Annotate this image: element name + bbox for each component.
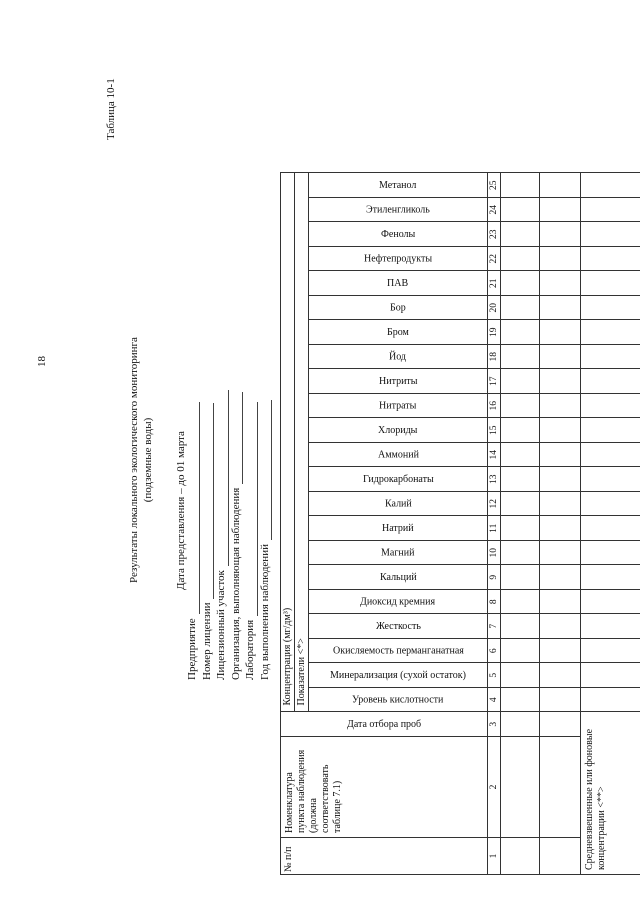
table-cell[interactable] [540,247,581,272]
col-number: 18 [488,345,501,370]
table-cell[interactable] [581,394,640,419]
col-header-6: Окисляемость перманганатная [309,639,488,664]
table-cell[interactable] [501,565,540,590]
rotated-page-content [105,20,605,900]
title-line-2: (подземные воды) [142,417,154,503]
table-cell[interactable] [581,418,640,443]
col-header-16: Нитраты [309,394,488,419]
col-number: 24 [488,198,501,223]
col-header-7: Жесткость [309,614,488,639]
col-number: 2 [488,737,501,838]
field-license-area [214,390,229,680]
table-cell[interactable] [540,541,581,566]
table-cell[interactable] [501,443,540,468]
col-number: 4 [488,688,501,713]
col-number: 16 [488,394,501,419]
submission-date: Дата представления – до 01 марта [175,431,187,590]
field-organization [229,390,244,680]
table-cell[interactable] [501,737,540,838]
field-label: Организация, выполняющая наблюдения [229,487,242,680]
table-cell[interactable] [540,712,581,737]
col-header-11: Натрий [309,516,488,541]
table-cell[interactable] [581,590,640,615]
average-row [581,173,640,875]
table-cell[interactable] [501,369,540,394]
table-cell[interactable] [540,639,581,664]
table-cell[interactable] [581,296,640,321]
col-header-8: Диоксид кремния [309,590,488,615]
table-cell[interactable] [501,590,540,615]
col-header-20: Бор [309,296,488,321]
col-number: 19 [488,320,501,345]
col-header-21: ПАВ [309,271,488,296]
field-label: Лаборатория [244,619,256,680]
table-cell[interactable] [501,639,540,664]
col-header-24: Этиленгликоль [309,198,488,223]
table-cell[interactable] [581,247,640,272]
table-cell[interactable] [501,173,540,198]
table-cell[interactable] [581,663,640,688]
field-underline[interactable] [187,402,200,614]
col-number: 21 [488,271,501,296]
table-cell[interactable] [581,222,640,247]
col-header-23: Фенолы [309,222,488,247]
table-cell[interactable] [540,663,581,688]
col-number: 10 [488,541,501,566]
table-cell[interactable] [581,198,640,223]
table-cell[interactable] [501,467,540,492]
table-cell[interactable] [581,639,640,664]
monitoring-table [280,173,640,876]
table-cell[interactable] [581,320,640,345]
table-cell[interactable] [501,296,540,321]
table-cell[interactable] [501,345,540,370]
table-cell[interactable] [540,418,581,443]
table-cell[interactable] [540,565,581,590]
table-cell[interactable] [581,614,640,639]
col-number: 20 [488,296,501,321]
col-number: 14 [488,443,501,468]
col-header-17: Нитриты [309,369,488,394]
table-cell[interactable] [501,247,540,272]
col-header-12: Калий [309,492,488,517]
col-number: 13 [488,467,501,492]
table-cell[interactable] [540,320,581,345]
table-cell[interactable] [501,271,540,296]
table-cell[interactable] [540,369,581,394]
col-header-25: Метанол [309,173,488,198]
table-cell[interactable] [581,173,640,198]
table-cell[interactable] [501,492,540,517]
table-cell[interactable] [581,345,640,370]
table-cell[interactable] [501,712,540,737]
col-header-9: Кальций [309,565,488,590]
table-cell[interactable] [501,516,540,541]
table-cell[interactable] [540,516,581,541]
table-cell[interactable] [581,541,640,566]
field-label: Предприятие [186,618,198,680]
table-cell[interactable] [540,443,581,468]
table-cell[interactable] [581,467,640,492]
table-cell[interactable] [501,541,540,566]
table-cell[interactable] [501,838,540,875]
title-line-1: Результаты локального экологического мониторинга [128,337,140,583]
table-cell[interactable] [540,838,581,875]
col-number: 8 [488,590,501,615]
table-cell[interactable] [540,614,581,639]
col-number: 9 [488,565,501,590]
col-number: 6 [488,639,501,664]
table-cell[interactable] [501,663,540,688]
table-cell[interactable] [540,467,581,492]
document-title [127,290,155,630]
col-number: 23 [488,222,501,247]
page-number: 18 [36,356,48,367]
field-underline[interactable] [230,392,243,484]
table-cell[interactable] [581,271,640,296]
table-cell[interactable] [540,737,581,838]
table-cell[interactable] [581,492,640,517]
table-cell[interactable] [581,369,640,394]
col-number: 3 [488,712,501,737]
table-cell[interactable] [540,688,581,713]
col-number: 11 [488,516,501,541]
field-underline[interactable] [245,402,258,616]
table-cell[interactable] [501,394,540,419]
col-number: 7 [488,614,501,639]
table-row [540,173,581,875]
header-fields [185,390,272,680]
table-cell[interactable] [581,443,640,468]
field-underline[interactable] [216,390,229,566]
table-cell[interactable] [501,222,540,247]
table-cell[interactable] [581,688,640,713]
table-cell[interactable] [540,590,581,615]
col-header-4: Уровень кислотности [309,688,488,713]
col-header-18: Йод [309,345,488,370]
field-enterprise [185,390,200,680]
indicators-group-header: Показатели <*> [295,173,309,712]
column-number-row [488,173,501,875]
table-cell[interactable] [540,345,581,370]
col-number: 1 [488,838,501,875]
col-number: 5 [488,663,501,688]
field-label: Год выполнения наблюдений [258,544,271,680]
col-header-13: Гидрокарбонаты [309,467,488,492]
field-underline[interactable] [259,400,272,540]
field-label: Номер лицензии [200,602,213,680]
field-laboratory [243,390,258,680]
table-cell[interactable] [540,198,581,223]
table-cell[interactable] [581,565,640,590]
col-header-15: Хлориды [309,418,488,443]
col-header-14: Аммоний [309,443,488,468]
col-header-19: Бром [309,320,488,345]
field-observation-year [258,390,273,680]
field-license-number [200,390,215,680]
col-number: 12 [488,492,501,517]
col-header-10: Магний [309,541,488,566]
field-underline[interactable] [201,403,214,599]
col-no-header: № п/п [281,838,488,875]
table-cell[interactable] [501,614,540,639]
table-cell[interactable] [540,222,581,247]
col-number: 17 [488,369,501,394]
col-number: 25 [488,173,501,198]
concentration-group-header: Концентрация (мг/дм³) [281,173,295,712]
table-cell[interactable] [501,320,540,345]
table-cell[interactable] [581,516,640,541]
col-header-5: Минерализация (сухой остаток) [309,663,488,688]
col-number: 22 [488,247,501,272]
col-point-header: Номенклатура пункта наблюдения (должна соответствовать таблице 7.1) [281,737,488,838]
table-cell[interactable] [540,173,581,198]
col-number: 15 [488,418,501,443]
table-cell[interactable] [540,394,581,419]
field-label: Лицензионный участок [215,570,227,680]
table-cell[interactable] [501,198,540,223]
average-label: Средневзвешенные или фоновые концентрации <**> [581,712,640,875]
table-cell[interactable] [501,688,540,713]
table-cell[interactable] [540,296,581,321]
table-row [501,173,540,875]
col-date-header: Дата отбора проб [281,712,488,737]
table-reference: Таблица 10-1 [105,78,117,140]
col-header-22: Нефтепродукты [309,247,488,272]
table-cell[interactable] [540,492,581,517]
table-cell[interactable] [540,271,581,296]
table-cell[interactable] [501,418,540,443]
